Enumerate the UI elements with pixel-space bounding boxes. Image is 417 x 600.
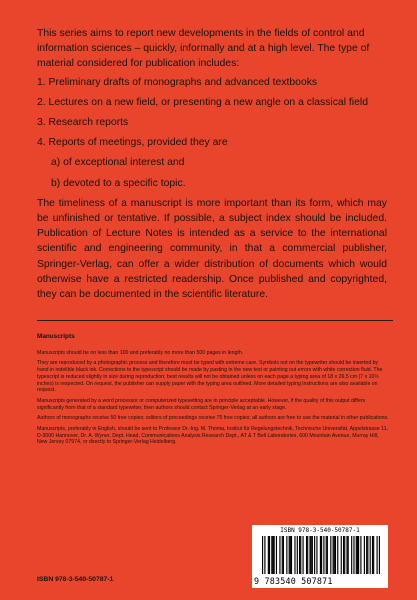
barcode-bar — [320, 536, 321, 574]
barcode-bar — [326, 536, 327, 574]
barcode-bar — [316, 536, 317, 574]
barcode-bar — [341, 536, 342, 574]
barcode-bar — [351, 536, 352, 574]
list-subitem: b) devoted to a specific topic. — [51, 177, 186, 189]
barcode — [252, 525, 388, 588]
barcode-bar — [290, 536, 291, 574]
barcode-bar — [283, 536, 284, 574]
barcode-bar — [306, 536, 307, 574]
barcode-bar — [294, 536, 295, 574]
barcode-bar — [346, 536, 347, 574]
timeliness-paragraph: The timeliness of a manuscript is more important than its form, which may be unfinished or tentative. If possible, a subject index should be included. Publication of Lecture Notes is intended as a service to the international scientific and engineering community, in that a commercial publisher, Springer-Verlag, can offer a wider distribution of documents which would otherwise have a restricted readership. Once published and copyrighted, they can be documented in the scientific literature. — [37, 197, 387, 301]
barcode-bar — [353, 536, 354, 574]
barcode-bar — [330, 536, 331, 574]
barcode-bar — [348, 536, 349, 574]
barcode-bar — [299, 536, 300, 574]
barcode-bar — [264, 536, 265, 574]
manuscripts-section — [37, 334, 389, 450]
barcode-bar — [356, 536, 357, 574]
barcode-bar — [343, 536, 344, 574]
barcode-bar — [323, 536, 324, 574]
section-divider — [37, 320, 393, 321]
barcode-bar — [276, 536, 277, 574]
barcode-bar — [377, 536, 378, 574]
material-list — [37, 75, 387, 151]
barcode-bar — [274, 536, 275, 574]
series-description — [37, 26, 387, 302]
barcode-bar — [297, 536, 298, 574]
barcode-bar — [357, 536, 358, 574]
barcode-bar — [321, 536, 322, 574]
barcode-bar — [360, 536, 361, 574]
manuscripts-paragraph: Manuscripts should be no less than 100 and preferably no more than 500 pages in length. — [37, 349, 244, 356]
barcode-bar — [291, 536, 292, 574]
barcode-bar — [300, 536, 301, 574]
list-item: 1. Preliminary drafts of monographs and advanced textbooks — [37, 76, 318, 88]
barcode-bar — [379, 536, 380, 574]
barcode-isbn-line: ISBN 978-3-540-50787-1 — [280, 527, 360, 534]
manuscripts-paragraph: They are reproduced by a photographic process and therefore must be typed with extreme care. Symbols not on the typewriter should be inserted by hand in indelible black ink. Corrections to the typescript should be made by pasting in the new text or painting out errors with white correction fluid. The typescript is reduced slightly in size during reproduction; best results will not be obtained unless on each page a typing area of 18 x 26,5 cm (7 x 10½ inches) is respected. On request, the publisher can supply paper with the typing area outlined. More detailed typing instructions are also available on request. — [37, 360, 383, 394]
barcode-bar — [373, 536, 374, 574]
manuscripts-paragraph: Authors of monographs receive 50 free copies; editors of proceedings receive 75 free copies; all authors are free to use the material in other publications. — [37, 415, 389, 422]
barcode-bar — [282, 536, 283, 574]
barcode-bar — [286, 536, 287, 574]
list-item: 4. Reports of meetings, provided they are — [37, 137, 228, 149]
barcode-bar — [309, 536, 310, 574]
barcode-bar — [279, 536, 280, 574]
barcode-bar — [311, 536, 312, 574]
barcode-bar — [307, 536, 308, 574]
barcode-bar — [289, 536, 290, 574]
barcode-bar — [344, 536, 345, 574]
barcode-bar — [262, 536, 263, 574]
barcode-bar — [327, 536, 328, 574]
manuscripts-paragraph: Manuscripts generated by a word processor or computerized typesetting are in principle acceptable. However, if the quality of this output differs significantly from that of a standard typewriter, then authors should contact Springer-Verlag at an early stage. — [37, 397, 366, 411]
manuscripts-heading: Manuscripts — [37, 333, 75, 340]
barcode-bar — [366, 536, 367, 574]
isbn-label: ISBN 978-3-540-50787-1 — [37, 576, 114, 583]
barcode-bar — [269, 536, 270, 574]
barcode-bar — [271, 536, 272, 574]
barcode-bar — [334, 536, 335, 574]
barcode-bar — [367, 536, 368, 574]
barcode-bar — [364, 536, 365, 574]
barcode-bar — [370, 536, 371, 574]
list-subitem: a) of exceptional interest and — [51, 157, 185, 169]
barcode-bar — [312, 536, 313, 574]
barcode-bar — [337, 536, 338, 574]
list-item: 2. Lectures on a new field, or presenting a new angle on a classical field — [37, 96, 368, 108]
barcode-bar — [268, 536, 269, 574]
barcode-bars — [262, 536, 380, 576]
barcode-bar — [335, 536, 336, 574]
barcode-bar — [358, 536, 359, 574]
barcode-bar — [302, 536, 303, 574]
barcode-digits: 9 783540 507871 — [254, 576, 333, 586]
barcode-bar — [272, 536, 273, 574]
barcode-bar — [333, 536, 334, 574]
barcode-bar — [372, 536, 373, 574]
intro-lead: This series aims to report new developments in the fields of control and information sciences – quickly, informally and at a high level. The type of material considered for publication includes: — [37, 28, 370, 70]
list-item: 3. Research reports — [37, 117, 129, 129]
meeting-conditions — [37, 155, 387, 190]
barcode-bar — [314, 536, 315, 574]
manuscripts-paragraph: Manuscripts, preferably in English, should be sent to Professor Dr.-Ing. M. Thoma, Institut für Regelungstechnik, Technische Universität, Appelstrasse 11, D-3000 Hannover, Dr. A. Wyner, Dept. Head, Communications Analysis Research Dept., AT & T Bell Laboratories, 600 Mountain Avenue, Murray Hill, New Jersey 07974, or directly to Springer-Verlag Heidelberg. — [37, 426, 388, 446]
